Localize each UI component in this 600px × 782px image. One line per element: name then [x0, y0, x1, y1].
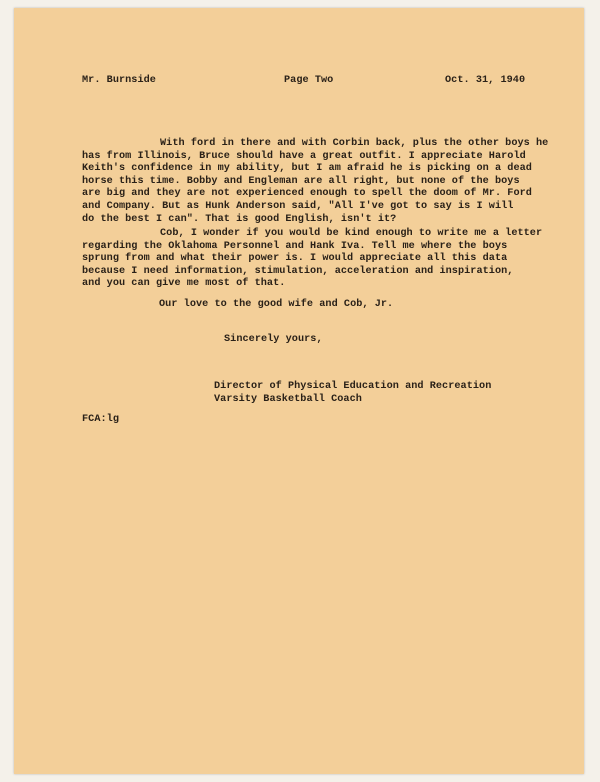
text-line: Cob, I wonder if you would be kind enough to write me a letter [160, 228, 543, 239]
text-line: are big and they are not experienced enough to spell the doom of Mr. Ford [82, 188, 532, 200]
paragraph-two [82, 228, 543, 291]
signoff: Sincerely yours, [224, 334, 323, 345]
text-line: because I need information, stimulation, acceleration and inspiration, [82, 265, 514, 277]
typist-initials: FCA:lg [82, 414, 119, 425]
signature-title-2: Varsity Basketball Coach [214, 394, 362, 405]
letter-date: Oct. 31, 1940 [445, 75, 526, 86]
text-line: and Company. But as Hunk Anderson said, "All I've got to say is I will [82, 200, 514, 212]
recipient-name: Mr. Burnside [82, 75, 156, 86]
text-line: has from Illinois, Bruce should have a great outfit. I appreciate Harold [82, 150, 526, 162]
closing-line: Our love to the good wife and Cob, Jr. [159, 299, 394, 310]
text-line: With ford in there and with Corbin back, plus the other boys he [160, 138, 549, 149]
text-line: regarding the Oklahoma Personnel and Hank Iva. Tell me where the boys [82, 240, 508, 252]
letter-page [14, 8, 584, 774]
page-number: Page Two [284, 75, 334, 86]
letter-body [14, 8, 584, 774]
text-line: horse this time. Bobby and Engleman are all right, but none of the boys [82, 175, 520, 187]
text-line: Keith's confidence in my ability, but I am afraid he is picking on a dead [82, 163, 532, 175]
text-line: sprung from and what their power is. I would appreciate all this data [82, 253, 508, 265]
text-line: do the best I can". That is good English, isn't it? [82, 213, 397, 225]
text-line: and you can give me most of that. [82, 278, 286, 290]
signature-title-1: Director of Physical Education and Recreation [214, 381, 492, 392]
paragraph-one [82, 138, 549, 226]
